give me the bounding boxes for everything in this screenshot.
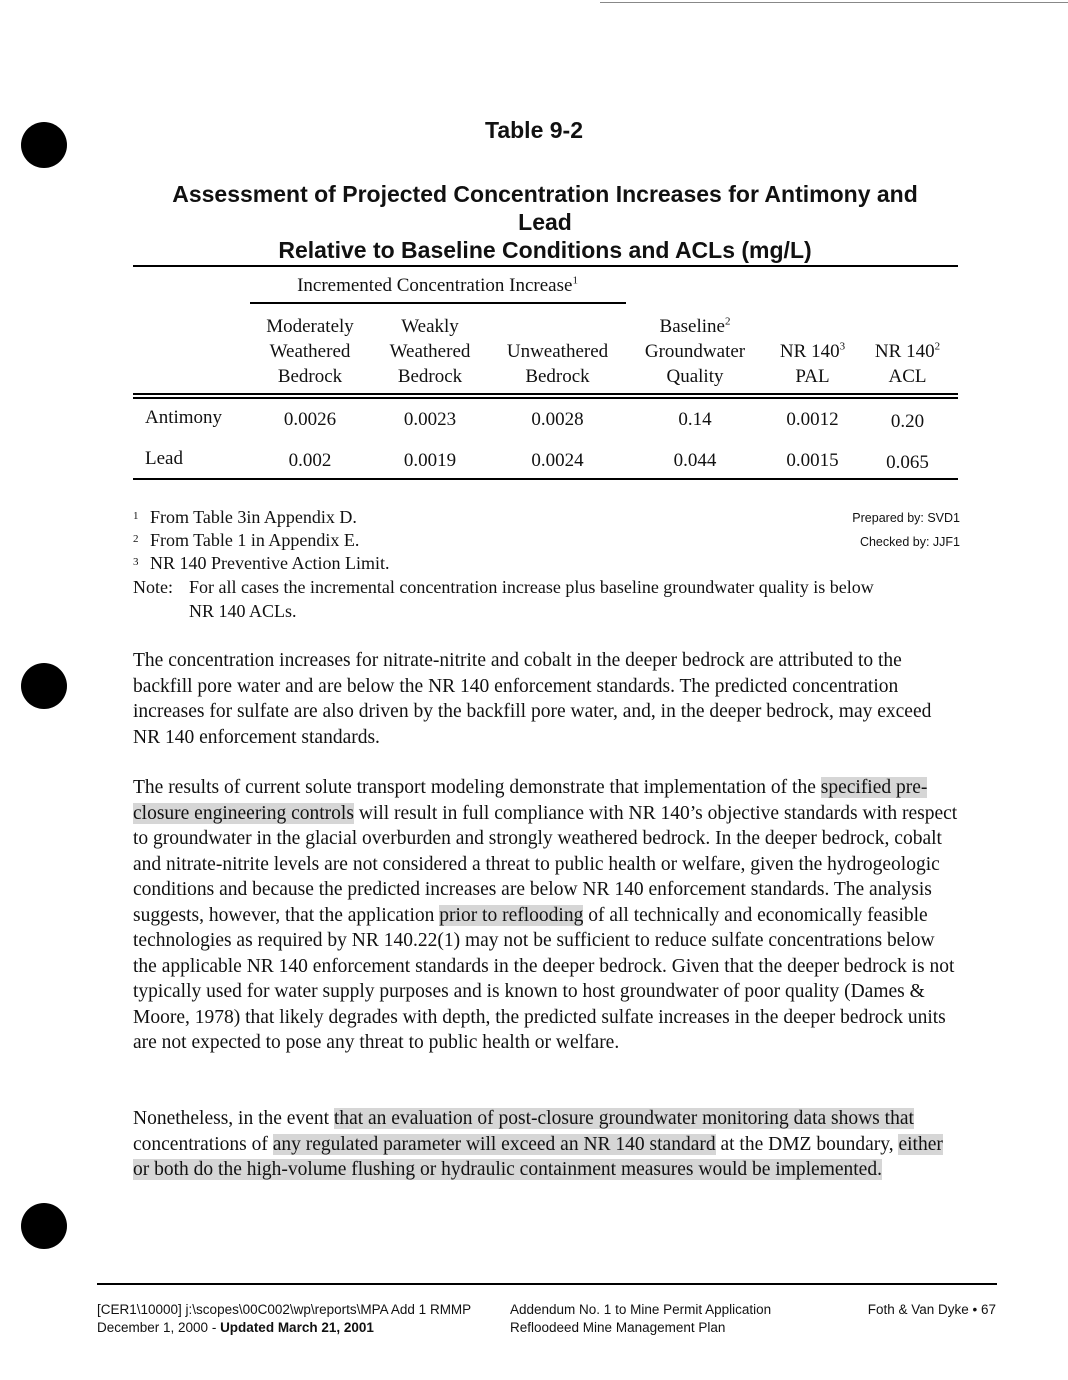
table-cell: 0.002 [288, 450, 332, 471]
highlighted-text: prior to reflooding [439, 904, 584, 926]
highlighted-text: specified pre-closure engineering controls [133, 777, 928, 824]
header-rule [133, 393, 958, 395]
table-cell: 0.0015 [786, 450, 839, 471]
paragraph: Nonetheless, in the event that an evaluation of post-closure groundwater monitoring data shows that concentrations of any regulated parameter will exceed an NR 140 standard at the DMZ boundary, either or both do the high-volume flushing or hydraulic containment measures would be implemented. [133, 1108, 943, 1180]
note-label: Note: [133, 577, 173, 597]
checked-by: Checked by: JJF1 [859, 535, 960, 549]
punch-hole [21, 663, 67, 709]
footnote: 1 From Table 3in Appendix D. [133, 507, 357, 527]
column-header: Baseline$^2$ Groundwater Quality [644, 315, 746, 387]
footer-page-number: Foth & Van Dyke • 67 [867, 1302, 996, 1317]
highlighted-text: any regulated parameter will exceed an NR 140 standard [272, 1133, 716, 1155]
footer-file-info: [CER1\10000] j:\scopes\00C002\wp\reports\MPA Add 1 RMMP December 1, 2000 - Updated March 21, 2001 [97, 1302, 472, 1335]
row-label-antimony: Antimony [145, 407, 223, 428]
table-top-rule [133, 265, 958, 267]
table-cell: 0.0012 [786, 409, 839, 430]
table-note: Note: For all cases the incremental concentration increase plus baseline groundwater quality is below NR 140 ACLs. [133, 577, 874, 621]
table-title-line2: Relative to Baseline Conditions and ACLs (mg/L) [278, 237, 812, 263]
scan-edge-line [600, 2, 1068, 3]
table-cell: 0.044 [673, 450, 717, 471]
table-title-line1: Assessment of Projected Concentration Increases for Antimony and Lead [172, 181, 918, 235]
table-bottom-rule [133, 478, 958, 480]
header-rule [133, 397, 958, 399]
group-header-rule [250, 302, 626, 304]
table-cell: 0.14 [678, 409, 712, 430]
column-header: Moderately Weathered Bedrock [266, 316, 354, 387]
footnote: 2 From Table 1 in Appendix E. [133, 530, 360, 550]
highlighted-text: that an evaluation of post-closure groundwater monitoring data shows that [333, 1108, 914, 1129]
column-header: NR $140^3$ PAL [779, 340, 846, 387]
table-title [150, 180, 940, 264]
column-header: Weakly Weathered Bedrock [389, 316, 471, 387]
table-cell: 0.20 [890, 411, 925, 432]
footnote: 3 NR 140 Preventive Action Limit. [133, 553, 390, 573]
prepared-by: Prepared by: SVD1 [852, 511, 960, 525]
table-cell: 0.0019 [403, 450, 457, 471]
paragraph: The results of current solute transport modeling demonstrate that implementation of the specified pre-closure engineering controls will result in full compliance with NR 140’s objective standards with respect to groundwater in the glacial overburden and strongly weathered bedrock. In the deeper bedrock, cobalt and nitrate-nitrite levels are not considered a threat to public health or welfare, given the hydrogeologic conditions and because the predicted increases are below NR 140 enforcement standards. The analysis suggests, however, that the application prior to reflooding of all technically and economically feasible technologies as required by NR 140.22(1) may not be sufficient to reduce sulfate concentrations below the applicable NR 140 enforcement standards in the deeper bedrock. Given that the deeper bedrock is not typically used for water supply purposes and is known to host groundwater of poor quality (Dames & Moore, 1978) that likely degrades with depth, the predicted sulfate increases in the deeper bedrock units are not expected to pose any threat to public health or welfare. [133, 777, 958, 1053]
footer-document-title: Addendum No. 1 to Mine Permit Application Refloodeed Mine Management Plan [510, 1302, 772, 1335]
table-cell: 0.0023 [403, 409, 457, 430]
column-header: NR $140^2$ ACL [874, 340, 941, 387]
footer-rule [97, 1283, 997, 1285]
table-number: Table 9-2 [485, 117, 583, 143]
highlighted-text: either or both do the high-volume flushing or hydraulic containment measures would be implemented. [133, 1133, 943, 1180]
table-cell: 0.0028 [531, 409, 584, 430]
punch-hole [21, 1203, 67, 1249]
table-cell: 0.0026 [283, 409, 337, 430]
column-header: Unweathered Bedrock [506, 341, 609, 387]
row-label-lead: Lead [145, 448, 183, 469]
table-cell: 0.0024 [531, 450, 584, 471]
table-cell: 0.065 [886, 452, 929, 473]
paragraph: The concentration increases for nitrate-nitrite and cobalt in the deeper bedrock are attributed to the backfill pore water and are below the NR 140 enforcement standards. The predicted concentration increases for sulfate are also driven by the backfill pore water, and, in the deeper bedrock, may exceed NR 140 enforcement standards. [133, 650, 932, 748]
group-header: Incremented Concentration Increase$^1$ [297, 274, 578, 296]
